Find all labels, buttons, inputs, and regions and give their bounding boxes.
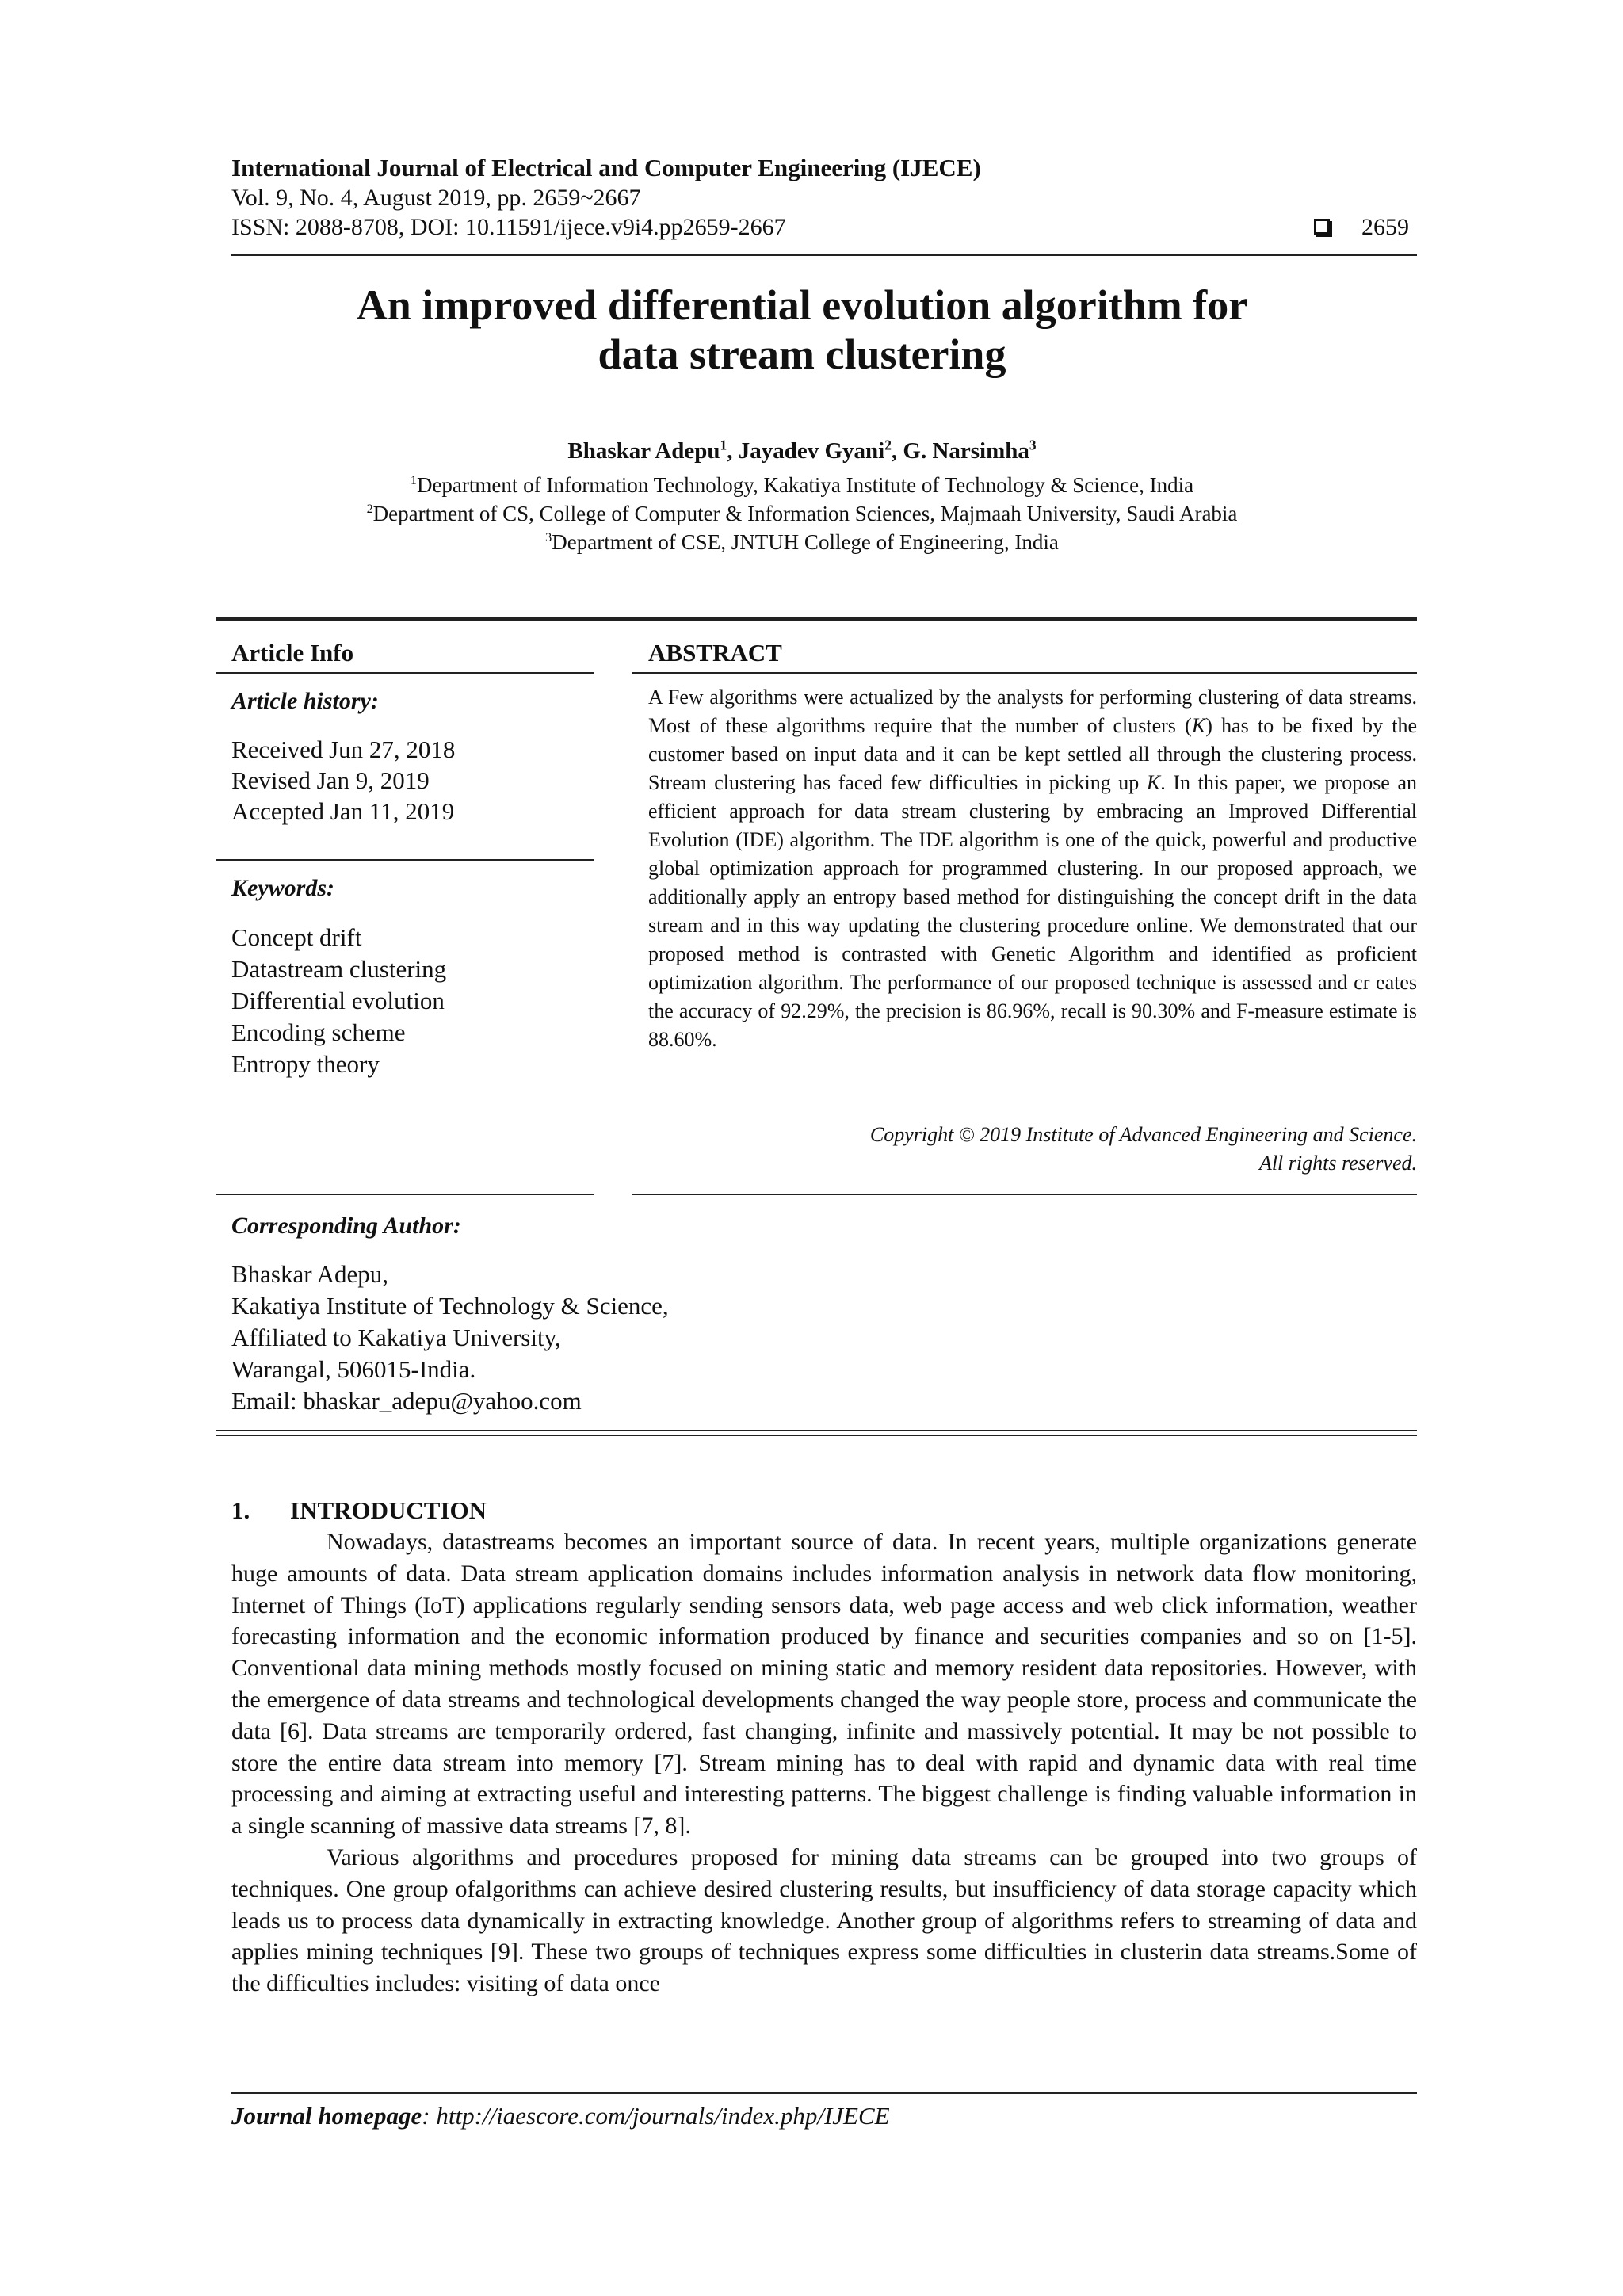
- keyword-item: Datastream clustering: [231, 955, 447, 983]
- author-list: [231, 437, 1373, 464]
- keyword-item: Encoding scheme: [231, 1018, 406, 1046]
- keyword-item: Concept drift: [231, 923, 362, 951]
- copyright-notice: [648, 1121, 1417, 1178]
- affiliation-line: [231, 499, 1373, 528]
- keywords-heading: Keywords:: [231, 875, 334, 901]
- affiliation-text: Department of CS, College of Computer & Information Sciences, Majmaah University, Saudi Arabia: [372, 502, 1238, 525]
- keyword-item: Entropy theory: [231, 1050, 380, 1078]
- homepage-label: Journal homepage: [231, 2102, 422, 2130]
- page-number: 2659: [1361, 214, 1409, 240]
- history-rule: [216, 859, 594, 861]
- abstract-part: A Few algorithms were actualized by the analysts for performing clustering of data streams. Most of these algorithms require that the number of clusters (: [648, 686, 1417, 737]
- author-sup: 3: [1029, 437, 1037, 453]
- paper-title: [231, 281, 1373, 379]
- paragraph: Nowadays, datastreams becomes an important source of data. In recent years, multiple organizations generate huge amounts of data. Data stream application domains includes information analysis in network data flow monitoring, Internet of Things (IoT) applications regularly sending sensors data, web page access and web click information, weather forecasting information and the economic information produced by finance and securities companies and so on [1-5]. Conventional data mining methods mostly focused on mining static and memory resident data repositories. However, with the emergence of data streams and technological developments changed the way people store, process and communicate the data [6]. Data streams are temporarily ordered, fast changing, infinite and massively potential. It may be not possible to store the entire data stream into memory [7]. Stream mining has to deal with rapid and dynamic data with real time processing and aiming at extracting useful and interesting patterns. The biggest challenge is finding valuable information in a single scanning of massive data streams [7, 8].: [231, 1529, 1417, 1839]
- affiliation-line: [231, 471, 1373, 499]
- author-name: G. Narsimha: [903, 438, 1029, 464]
- volume-info: Vol. 9, No. 4, August 2019, pp. 2659~2667: [231, 185, 641, 211]
- title-line-1: An improved differential evolution algorithm for: [356, 281, 1248, 329]
- author-name: Bhaskar Adepu: [567, 438, 720, 464]
- abstract-part: . In this paper, we propose an efficient approach for data stream clustering by embracing an Improved Differential Evolution (IDE) algorithm. The IDE algorithm is one of the quick, powerful and productive global optimization approach for programmed clustering. In our proposed approach, we additionally apply an entropy based method for distinguishing the concept drift in the data stream and in this way updating the clustering procedure online. We demonstrated that our proposed method is contrasted with Genetic Algorithm and identified as proficient optimization algorithm. The performance of our proposed technique is assessed and cr eates the accuracy of 92.29%, the precision is 86.96%, recall is 90.30% and F-measure estimate is 88.60%.: [648, 771, 1417, 1051]
- author-name: Jayadev Gyani: [738, 438, 885, 464]
- author-sep: ,: [727, 438, 739, 464]
- author-sup: 1: [720, 437, 727, 453]
- affiliation-text: Department of CSE, JNTUH College of Engineering, India: [552, 530, 1059, 554]
- corresponding-author: [231, 1259, 669, 1417]
- ca-line: Email: bhaskar_adepu@yahoo.com: [231, 1387, 582, 1415]
- section-number: 1.: [231, 1496, 250, 1524]
- square-bullet-icon: [1314, 219, 1330, 235]
- issn-doi: ISSN: 2088-8708, DOI: 10.11591/ijece.v9i4.pp2659-2667: [231, 214, 786, 240]
- abstract-part: ) has to be fixed by the customer based on input data and it can be kept settled all through the clustering process. Stream clustering has faced few difficulties in picking up: [648, 714, 1417, 794]
- infobox-bottom-rule: [216, 1430, 1417, 1431]
- ca-line: Warangal, 506015-India.: [231, 1355, 476, 1383]
- section-heading-introduction: [231, 1496, 487, 1525]
- homepage-url[interactable]: : http://iaescore.com/journals/index.php/IJECE: [422, 2102, 890, 2130]
- header-rule: [231, 254, 1417, 256]
- article-history-heading: Article history:: [231, 688, 379, 714]
- article-history: [231, 734, 455, 827]
- ca-line: Kakatiya Institute of Technology & Science,: [231, 1292, 669, 1320]
- history-item-accepted: Accepted Jan 11, 2019: [231, 797, 455, 825]
- history-item-received: Received Jun 27, 2018: [231, 735, 456, 763]
- affiliation-text: Department of Information Technology, Kakatiya Institute of Technology & Science, India: [416, 473, 1194, 497]
- affiliation-sup: 1: [410, 473, 417, 487]
- copyright-line: All rights reserved.: [1258, 1152, 1417, 1175]
- article-info-heading-rule: [216, 672, 594, 674]
- keywords-bottom-rule: [216, 1194, 594, 1195]
- abstract-bottom-rule: [632, 1194, 1417, 1195]
- ca-line: Affiliated to Kakatiya University,: [231, 1324, 561, 1351]
- copyright-line: Copyright © 2019 Institute of Advanced Engineering and Science.: [869, 1123, 1417, 1146]
- infobox-top-rule: [216, 617, 1417, 621]
- journal-homepage: [231, 2102, 890, 2130]
- footer-rule: [231, 2092, 1417, 2094]
- paragraph: Various algorithms and procedures proposed for mining data streams can be grouped into two groups of techniques. One group ofalgorithms can achieve desired clustering results, but insufficiency of data storage capacity which leads us to process data dynamically in extracting knowledge. Another group of algorithms refers to streaming of data and applies mining techniques [9]. These two groups of techniques express some difficulties in clusterin data streams.Some of the difficulties includes: visiting of data once: [231, 1843, 1417, 1997]
- keyword-list: [231, 922, 446, 1080]
- affiliation-line: [231, 528, 1373, 556]
- ca-line: Bhaskar Adepu,: [231, 1260, 389, 1288]
- author-sep: ,: [891, 438, 903, 464]
- title-line-2: data stream clustering: [598, 330, 1006, 378]
- infobox-bottom-rule-2: [216, 1435, 1417, 1436]
- affiliation-sup: 3: [545, 530, 552, 544]
- author-sup: 2: [884, 437, 892, 453]
- abstract-k-symbol: K: [1191, 714, 1206, 737]
- history-item-revised: Revised Jan 9, 2019: [231, 766, 430, 794]
- keyword-item: Differential evolution: [231, 987, 445, 1014]
- abstract-heading: ABSTRACT: [648, 639, 782, 667]
- journal-name: International Journal of Electrical and Computer Engineering (IJECE): [231, 154, 981, 181]
- section-title: INTRODUCTION: [290, 1496, 487, 1524]
- affiliations: [231, 471, 1373, 556]
- abstract-heading-rule: [632, 672, 1417, 674]
- abstract-text: [648, 683, 1417, 1054]
- abstract-k-symbol: K: [1146, 771, 1161, 794]
- affiliation-sup: 2: [366, 502, 373, 516]
- corresponding-author-heading: Corresponding Author:: [231, 1213, 461, 1239]
- introduction-body: [231, 1526, 1417, 2000]
- article-info-heading: Article Info: [231, 639, 354, 667]
